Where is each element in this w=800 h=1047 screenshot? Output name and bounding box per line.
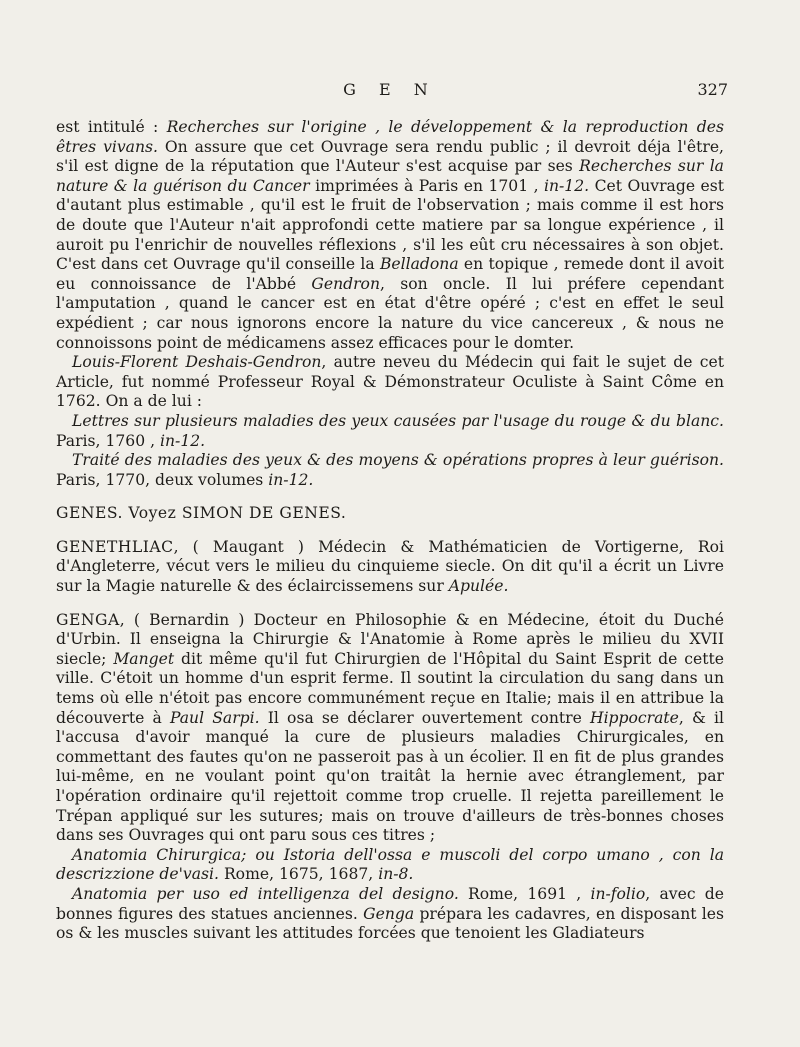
book-title: Recherches sur l'origine , le développement & la reproduction des êtres vivans. [56,118,724,156]
page-number: 327 [697,80,728,99]
paragraph-deshais-gendron [56,353,724,412]
text-run: Cet Ouvrage est d'autant plus estimable , qu'il est le fruit de l'observation ; mais comme il est hors de doute que l'Auteur n'ait approfondi cette matiere par sa longue expérience , il auroit pu l'enrichir de nouvelles réflexions , s'il les eût cru nécessaires à son objet. C'est dans cet Ouvrage qu'il conseille la [56,176,724,274]
person-name: Manget [113,649,175,668]
format: in-8. [378,865,414,884]
person-name: Apulée. [448,577,509,596]
reference-lettres [56,412,724,451]
entry-genes: GENES. Voyez SIMON DE GENES. [56,504,347,523]
text-run: prépara les cadavres, en disposant les os & les muscles suivant les attitudes forcées que tenoient les Gladiateurs [56,904,725,943]
person-name: Gendron [311,274,380,293]
format: in-12. [160,431,206,450]
book-title: Anatomia per uso ed intelligenza del designo. [72,884,459,903]
running-title: G E N [343,80,437,99]
book-title: Traité des maladies des yeux & des moyens & opérations propres à leur guérison. [72,451,724,470]
text-run: Il osa se déclarer ouvertement contre [259,708,590,727]
person-name: Paul Sarpi. [169,708,260,727]
entry-genga [56,611,724,846]
text-run: Paris, 1760 , [56,431,161,450]
text-run: , & il l'accusa d'avoir manqué la cure de plusieurs maladies Chirurgicales, en commettant des fautes qu'on ne passeroit pas à un écolier. Il en fit de plus grandes lui-même, en ne voulant point qu'on traitât la hernie avec étranglement, par l'opération ordinaire qu'il rejettoit comme trop cruelle. Il rejetta pareillement le Trépan appliqué sur les sutures; mais on trouve d'ailleurs de très-bonnes choses dans ses Ouvrages qui ont paru sous ces titres ; [56,708,725,845]
paragraph-gendron-continued [56,118,724,353]
text-column [56,118,724,944]
book-title: Recherches sur la nature & la guérison du Cancer [56,157,724,195]
reference-anatomia-chirurgica [56,846,724,885]
text-run: Rome, 1691 , [458,884,591,903]
text-run: dit même qu'il fut Chirurgien de l'Hôpital du Saint Esprit de cette ville. C'étoit un homme d'un esprit ferme. Il soutint la circulation du sang dans un tems où elle n'étoit pas encore communément reçue en Italie; mais il en attribue la découverte à [56,649,724,727]
text-run: , avec de bonnes figures des statues anciennes. [56,884,724,923]
text-run: , son oncle. Il lui préfere cependant l'amputation , quand le cancer est en état d'être opéré ; c'est en effet le seul expédient ; car nous ignorons encore la nature du vice cancereux , & nous ne connoissons point de médicamens assez efficaces pour le domter. [56,274,724,352]
text-run: , ( Maugant ) Médecin & Mathématicien de Vortigerne, Roi d'Angleterre, vécut vers le milieu du cinquieme siecle. On dit qu'il a écrit un Livre sur la Magie naturelle & des éclaircissemens sur [56,537,724,596]
person-name: Louis-Florent Deshais-Gendron [72,353,322,372]
text-run: est intitulé : [56,118,167,136]
text-run: On assure que cet Ouvrage sera rendu public ; il devroit déja l'être, s'il est digne de la réputation que l'Auteur s'est acquise par ses [56,137,725,176]
reference-anatomia-designo [56,885,724,944]
reference-traite [56,451,724,490]
text-run: Paris, 1770, deux volumes [56,470,269,489]
format: in-12. [544,176,590,195]
page-header [56,78,728,104]
entry-headword: GENGA [56,610,120,629]
person-name: Genga [363,904,415,923]
entry-genethliac [56,538,724,597]
person-name: Hippocrate [589,708,679,727]
text-run: , autre neveu du Médecin qui fait le sujet de cet Article, fut nommé Professeur Royal & Démonstrateur Oculiste à Saint Côme en 1762. On a de lui : [56,353,724,411]
text-run: en topique , remede dont il avoit eu connoissance de l'Abbé [56,255,724,293]
book-title: Lettres sur plusieurs maladies des yeux causées par l'usage du rouge & du blanc. [72,411,724,430]
text-run: Rome, 1675, 1687, [218,865,379,884]
format: in-12. [268,470,314,489]
term: Belladona [379,255,459,274]
book-title: Anatomia Chirurgica; ou Istoria dell'ossa e muscoli del corpo umano , con la descrizzione de'vasi. [56,845,724,884]
text-run: , ( Bernardin ) Docteur en Philosophie & en Médecine, étoit du Duché d'Urbin. Il enseigna la Chirurgie & l'Anatomie à Rome après le milieu du XVII siecle; [56,610,724,668]
entry-headword: GENETHLIAC [56,537,174,556]
text-run: imprimées à Paris en 1701 , [309,176,544,195]
format: in-folio [590,884,646,903]
